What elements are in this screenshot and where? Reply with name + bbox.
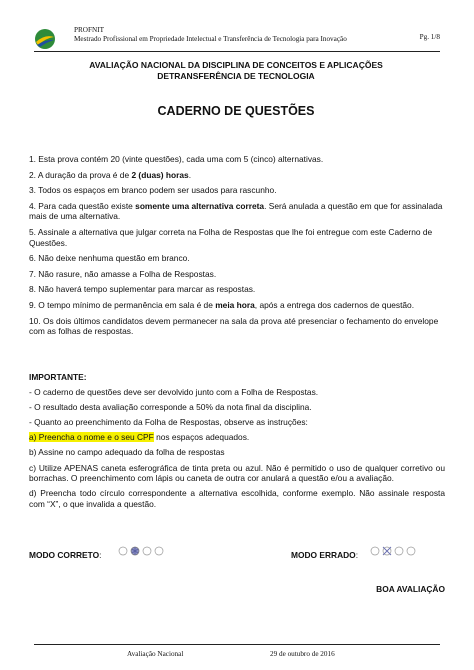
important-line: - Quanto ao preenchimento da Folha de Respostas, observe as instruções: — [29, 417, 308, 428]
instruction-item: 10. Os dois últimos candidatos devem permanecer na sala da prova até presenciar o fechamento do envelope com as folhas de respostas. — [29, 315, 439, 337]
correct-mode-label: MODO CORRETO: — [29, 550, 102, 560]
instruction-item: 3. Todos os espaços em branco podem ser usados para rascunho. — [29, 185, 277, 196]
important-line: c) Utilize APENAS caneta esferográfica de tinta preta ou azul. Não é permitido o uso de qualquer corretivo ou borrachas. O preenchimento com lápis ou caneta de outra cor anulará a questão e/ou a avaliação. — [29, 462, 445, 484]
important-line: - O resultado desta avaliação corresponde a 50% da nota final da disciplina. — [29, 402, 312, 413]
instructions-list — [29, 154, 445, 342]
instruction-item: 1. Esta prova contém 20 (vinte questões), cada uma com 5 (cinco) alternativas. — [29, 154, 324, 164]
instruction-item: 5. Assinale a alternativa que julgar correta na Folha de Respostas que lhe foi entregue com este Caderno de Questões. — [29, 226, 433, 248]
exam-title-line1: AVALIAÇÃO NACIONAL DA DISCIPLINA DE CONCEITOS E APLICAÇÕES — [89, 60, 383, 70]
empty-bubble-icon — [154, 546, 164, 556]
important-line-rest: nos espaços adequados. — [153, 432, 250, 443]
important-heading: IMPORTANTE: — [29, 372, 87, 382]
important-line: d) Preencha todo círculo correspondente a alternativa escolhida, conforme exemplo. Não assinale resposta com “X”, o que invalida a questão. — [29, 488, 445, 509]
header-divider — [34, 51, 440, 52]
wrong-mode-bubbles — [370, 546, 416, 556]
page-number: Pg. 1/8 — [419, 33, 440, 41]
org-program: Mestrado Profissional em Propriedade Intelectual e Transferência de Tecnologia para Inovação — [74, 35, 347, 43]
emphasis: somente uma alternativa correta — [135, 200, 265, 211]
important-line: b) Assine no campo adequado da folha de respostas — [29, 447, 225, 458]
org-acronym: PROFNIT — [74, 26, 104, 34]
footer-exam-name: Avaliação Nacional — [127, 650, 184, 658]
exam-title — [40, 60, 432, 82]
instruction-item: 2. A duração da prova é de 2 (duas) horas. — [29, 169, 192, 180]
emphasis: meia hora — [215, 299, 255, 310]
highlighted-text: a) Preencha o nome e o seu CPF — [29, 432, 154, 443]
filled-bubble-icon — [130, 546, 140, 556]
closing-text: BOA AVALIAÇÃO — [376, 584, 445, 594]
important-line: - O caderno de questões deve ser devolvido junto com a Folha de Respostas. — [29, 387, 319, 398]
important-line — [29, 432, 445, 443]
exam-title-line2: DETRANSFERÊNCIA DE TECNOLOGIA — [157, 71, 315, 81]
profnit-logo-icon — [34, 28, 56, 50]
footer-divider — [34, 644, 440, 645]
empty-bubble-icon — [394, 546, 404, 556]
wrong-mode-label: MODO ERRADO: — [291, 550, 359, 560]
empty-bubble-icon — [370, 546, 380, 556]
x-marked-bubble-icon — [382, 546, 392, 556]
empty-bubble-icon — [406, 546, 416, 556]
emphasis: 2 (duas) horas — [131, 169, 189, 180]
organization-name — [74, 26, 347, 44]
booklet-title: CADERNO DE QUESTÕES — [157, 104, 315, 118]
page-header — [34, 26, 440, 52]
correct-mode-bubbles — [118, 546, 164, 556]
instruction-item: 6. Não deixe nenhuma questão em branco. — [29, 253, 190, 264]
instruction-item: 9. O tempo mínimo de permanência em sala é de meia hora, após a entrega dos cadernos de questão. — [29, 299, 415, 310]
instruction-item: 8. Não haverá tempo suplementar para marcar as respostas. — [29, 284, 256, 295]
empty-bubble-icon — [142, 546, 152, 556]
footer-date: 29 de outubro de 2016 — [270, 650, 335, 658]
instruction-item: 7. Não rasure, não amasse a Folha de Respostas. — [29, 268, 217, 279]
empty-bubble-icon — [118, 546, 128, 556]
instruction-item: 4. Para cada questão existe somente uma alternativa correta. Será anulada a questão em que for assinalada mais de uma alternativa. — [29, 200, 443, 222]
important-section — [29, 372, 445, 514]
marking-examples — [29, 546, 445, 564]
